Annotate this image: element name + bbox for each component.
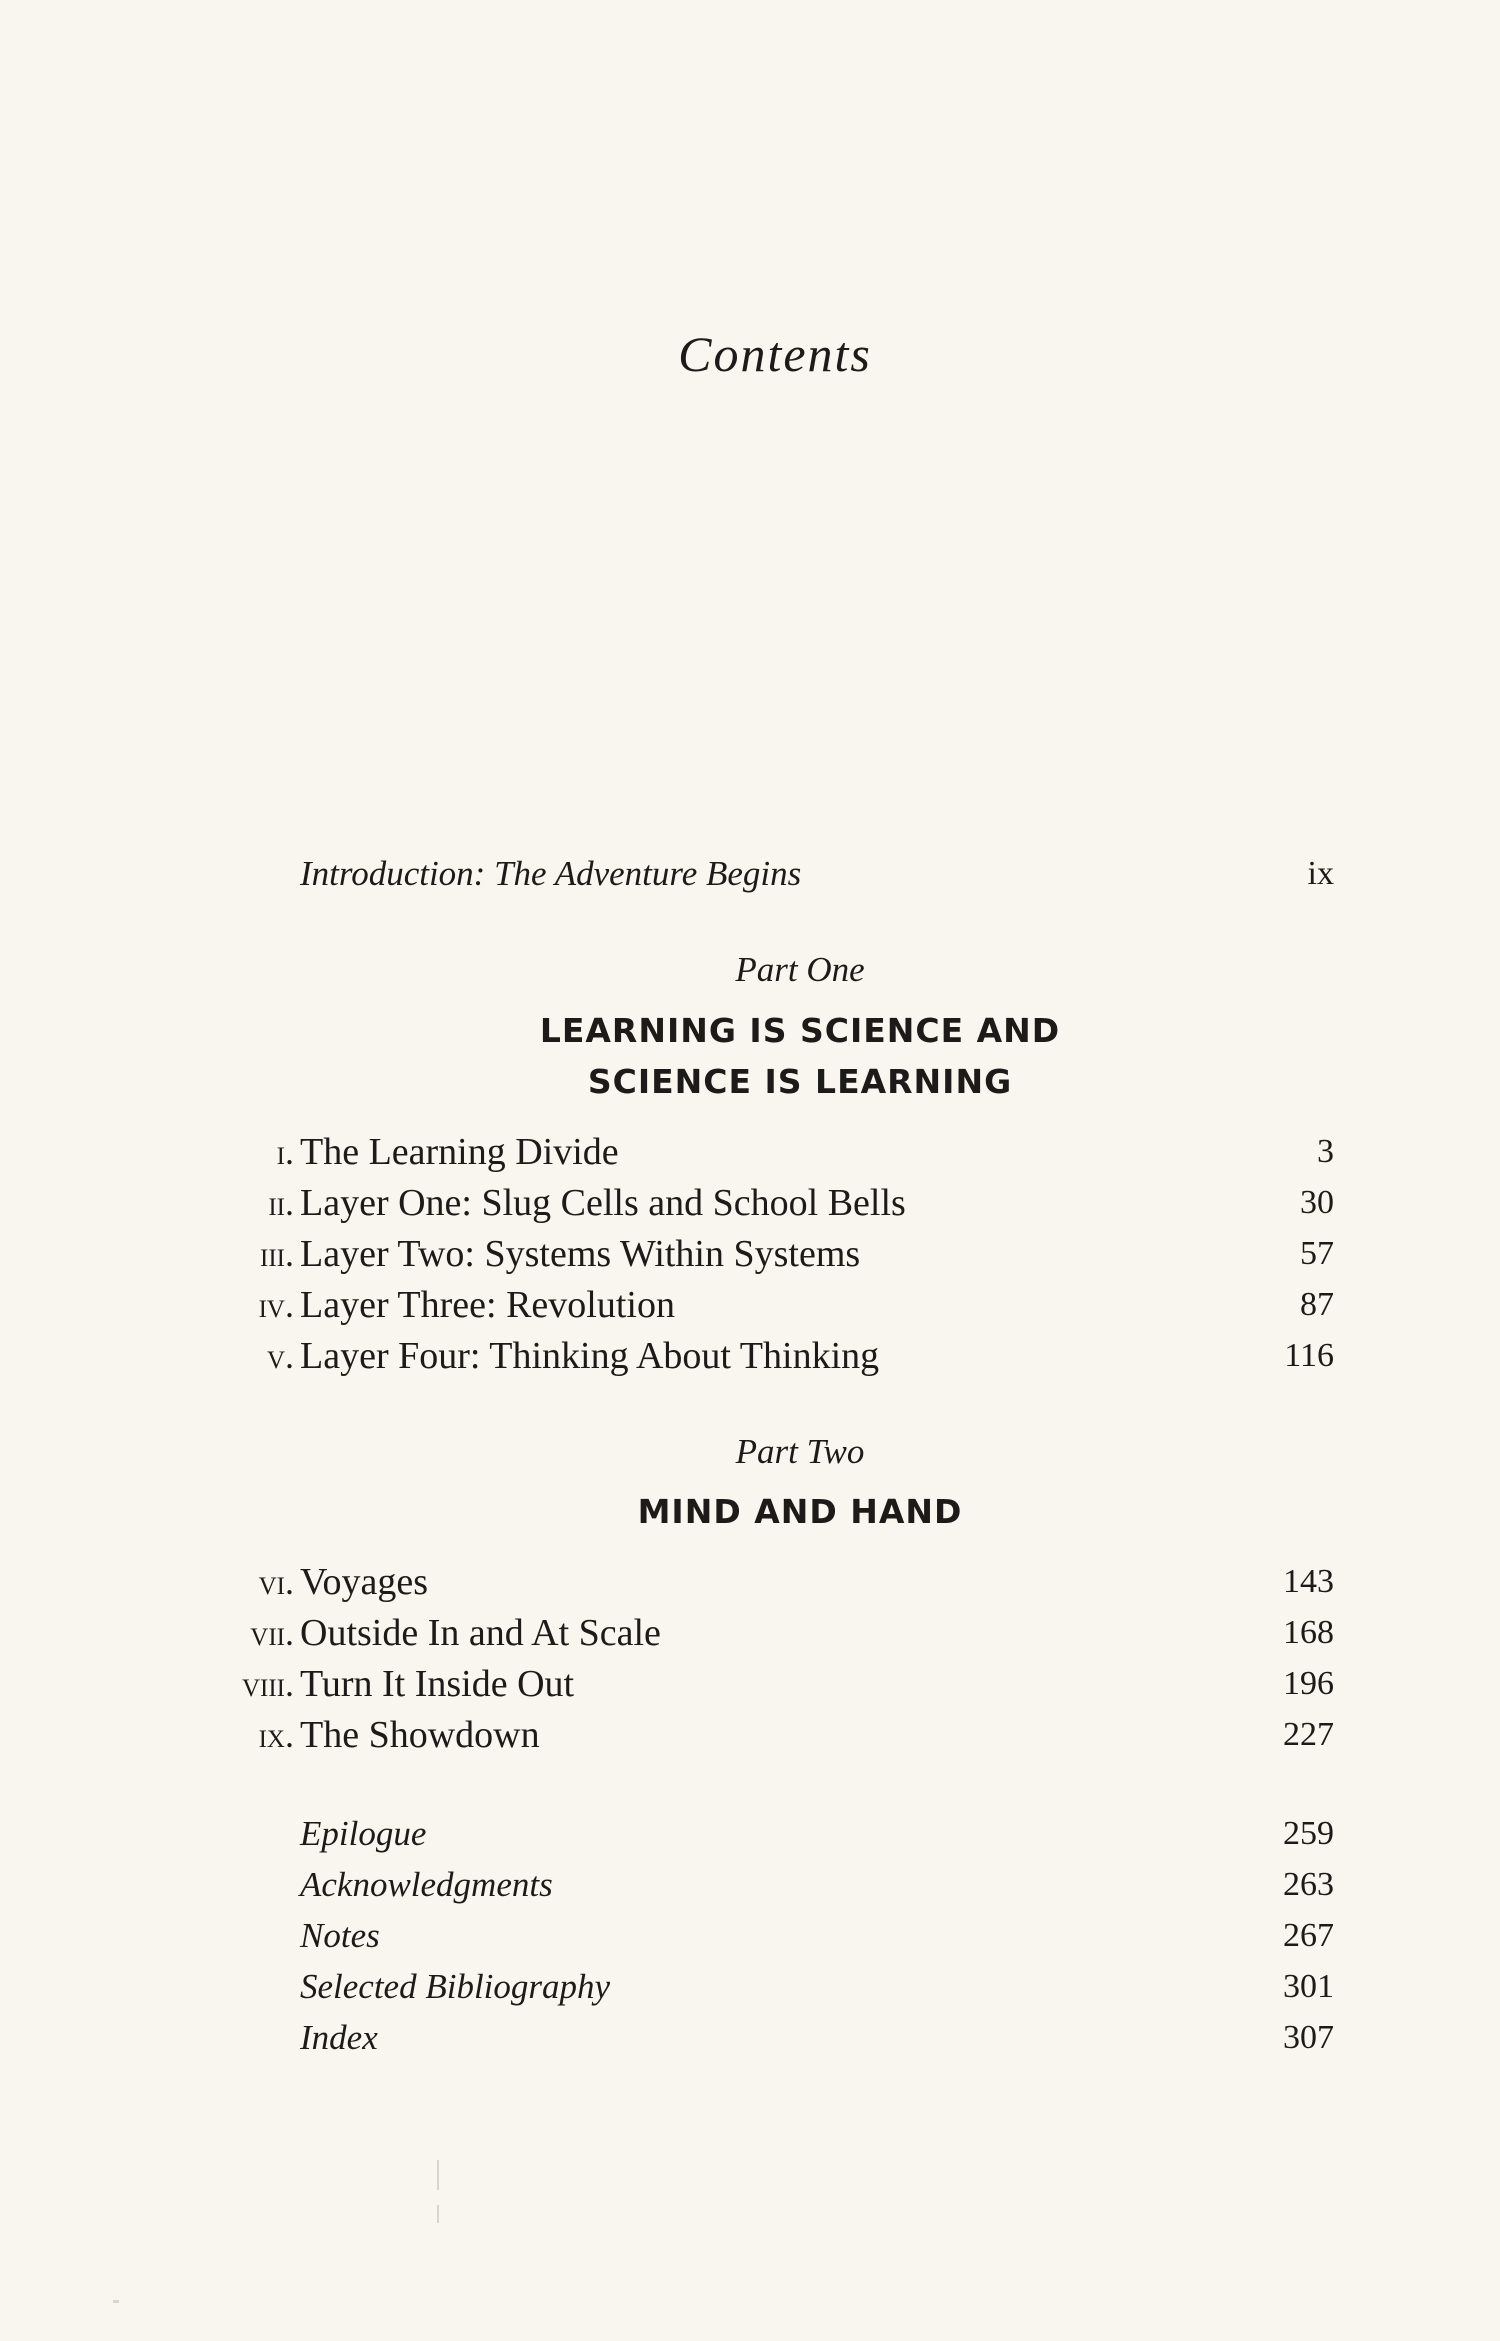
part-two-label: Part Two xyxy=(735,1432,865,1471)
back-matter-title: Acknowledgments xyxy=(300,1865,553,1904)
chapter-title: Layer Three: Revolution xyxy=(300,1284,675,1326)
chapter-page: 196 xyxy=(1283,1665,1334,1702)
chapter-page: 143 xyxy=(1283,1563,1334,1600)
page-title: Contents xyxy=(678,326,872,382)
toc-entry-back-matter[interactable] xyxy=(0,2012,1500,2064)
chapter-number: v. xyxy=(266,1336,294,1376)
toc-entry-back-matter[interactable] xyxy=(0,1961,1500,2013)
chapter-title: Layer One: Slug Cells and School Bells xyxy=(300,1182,906,1224)
chapter-page: 57 xyxy=(1300,1235,1334,1272)
chapter-number: i. xyxy=(276,1132,294,1172)
back-matter-page: 259 xyxy=(1283,1815,1334,1852)
scan-mark xyxy=(113,2300,119,2303)
toc-entry-chapter[interactable] xyxy=(0,1330,1500,1382)
chapter-title: Layer Four: Thinking About Thinking xyxy=(300,1335,880,1377)
toc-entry-title: Introduction: The Adventure Begins xyxy=(300,854,802,893)
chapter-title: Turn It Inside Out xyxy=(300,1663,575,1705)
chapter-page: 3 xyxy=(1317,1133,1334,1170)
toc-entry-chapter[interactable] xyxy=(0,1228,1500,1280)
chapter-number: iv. xyxy=(258,1285,294,1325)
toc-entry-back-matter[interactable] xyxy=(0,1910,1500,1962)
chapter-number: ii. xyxy=(268,1183,294,1223)
chapter-title: Layer Two: Systems Within Systems xyxy=(300,1233,861,1275)
back-matter-page: 267 xyxy=(1283,1917,1334,1954)
chapter-page: 227 xyxy=(1283,1716,1334,1753)
scan-mark xyxy=(437,2160,439,2190)
part-one-label: Part One xyxy=(735,950,865,989)
back-matter-title: Index xyxy=(300,2018,378,2057)
part-two-title: MIND AND HAND xyxy=(637,1492,963,1531)
toc-entry-chapter[interactable] xyxy=(0,1658,1500,1710)
chapter-title: The Learning Divide xyxy=(300,1131,619,1173)
back-matter-title: Notes xyxy=(300,1916,380,1955)
toc-entry-chapter[interactable] xyxy=(0,1607,1500,1659)
part-one-title-line1: LEARNING IS SCIENCE AND xyxy=(539,1011,1061,1050)
toc-entry-chapter[interactable] xyxy=(0,1279,1500,1331)
back-matter-page: 301 xyxy=(1283,1968,1334,2005)
chapter-page: 30 xyxy=(1300,1184,1334,1221)
chapter-title: Outside In and At Scale xyxy=(300,1612,661,1654)
chapter-number: vi. xyxy=(258,1562,294,1602)
toc-entry-back-matter[interactable] xyxy=(0,1859,1500,1911)
toc-entry-back-matter[interactable] xyxy=(0,1808,1500,1860)
chapter-title: The Showdown xyxy=(300,1714,540,1756)
back-matter-title: Epilogue xyxy=(300,1814,427,1853)
scan-mark xyxy=(437,2205,439,2223)
toc-entry-chapter[interactable] xyxy=(0,1556,1500,1608)
back-matter-title: Selected Bibliography xyxy=(300,1967,611,2006)
chapter-number: viii. xyxy=(241,1664,294,1704)
part-one-title-line2: SCIENCE IS LEARNING xyxy=(587,1062,1013,1101)
back-matter-page: 307 xyxy=(1283,2019,1334,2056)
chapter-number: ix. xyxy=(258,1715,294,1755)
chapter-title: Voyages xyxy=(300,1561,429,1603)
chapter-page: 116 xyxy=(1284,1337,1334,1374)
toc-entry-page: ix xyxy=(1307,855,1334,892)
toc-entry-introduction[interactable] xyxy=(0,848,1500,900)
chapter-number: iii. xyxy=(260,1234,294,1274)
back-matter-page: 263 xyxy=(1283,1866,1334,1903)
chapter-number: vii. xyxy=(250,1613,294,1653)
chapter-page: 168 xyxy=(1283,1614,1334,1651)
toc-entry-chapter[interactable] xyxy=(0,1126,1500,1178)
toc-entry-chapter[interactable] xyxy=(0,1709,1500,1761)
chapter-page: 87 xyxy=(1300,1286,1334,1323)
toc-entry-chapter[interactable] xyxy=(0,1177,1500,1229)
